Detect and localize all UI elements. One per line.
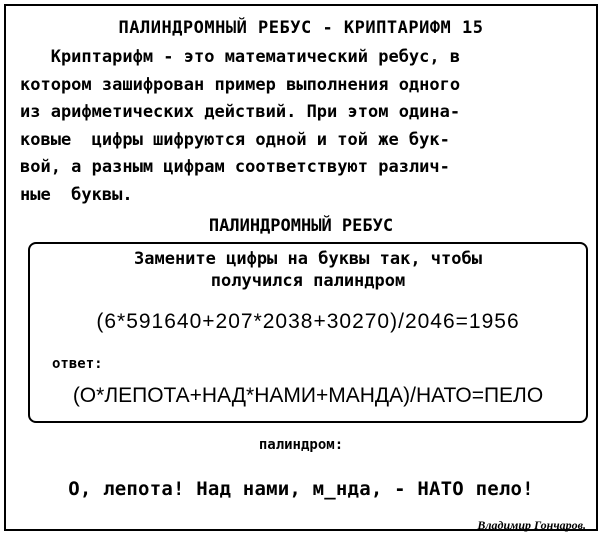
answer-equation: (О*ЛЕПОТА+НАД*НАМИ+МАНДА)/НАТО=ПЕЛО: [72, 384, 544, 407]
instruction-text: Замените цифры на буквы так, чтобы получился палиндром: [134, 249, 482, 291]
palindrome-label: палиндром:: [258, 437, 344, 453]
author-signature: Владимир Гончаров.: [477, 518, 586, 532]
puzzle-card: [4, 4, 598, 531]
numeric-equation: (6*591640+207*2038+30270)/2046=1956: [96, 310, 520, 333]
puzzle-box: [28, 242, 588, 423]
section-title: ПАЛИНДРОМНЫЙ РЕБУС: [208, 216, 394, 236]
intro-paragraph: Криптарифм - это математический ребус, в котором зашифрован пример выполнения одного из арифметических действий. При этом одина- ковые цифры шифруются одной и той же бук- вой, а разным цифрам соответствуют различ- ные буквы.: [20, 47, 461, 205]
palindrome-text: О, лепота! Над нами, м_нда, - НАТО пело!: [68, 478, 534, 500]
answer-label: ответ:: [52, 356, 103, 372]
page-title: ПАЛИНДРОМНЫЙ РЕБУС - КРИПТАРИФМ 15: [118, 18, 484, 38]
